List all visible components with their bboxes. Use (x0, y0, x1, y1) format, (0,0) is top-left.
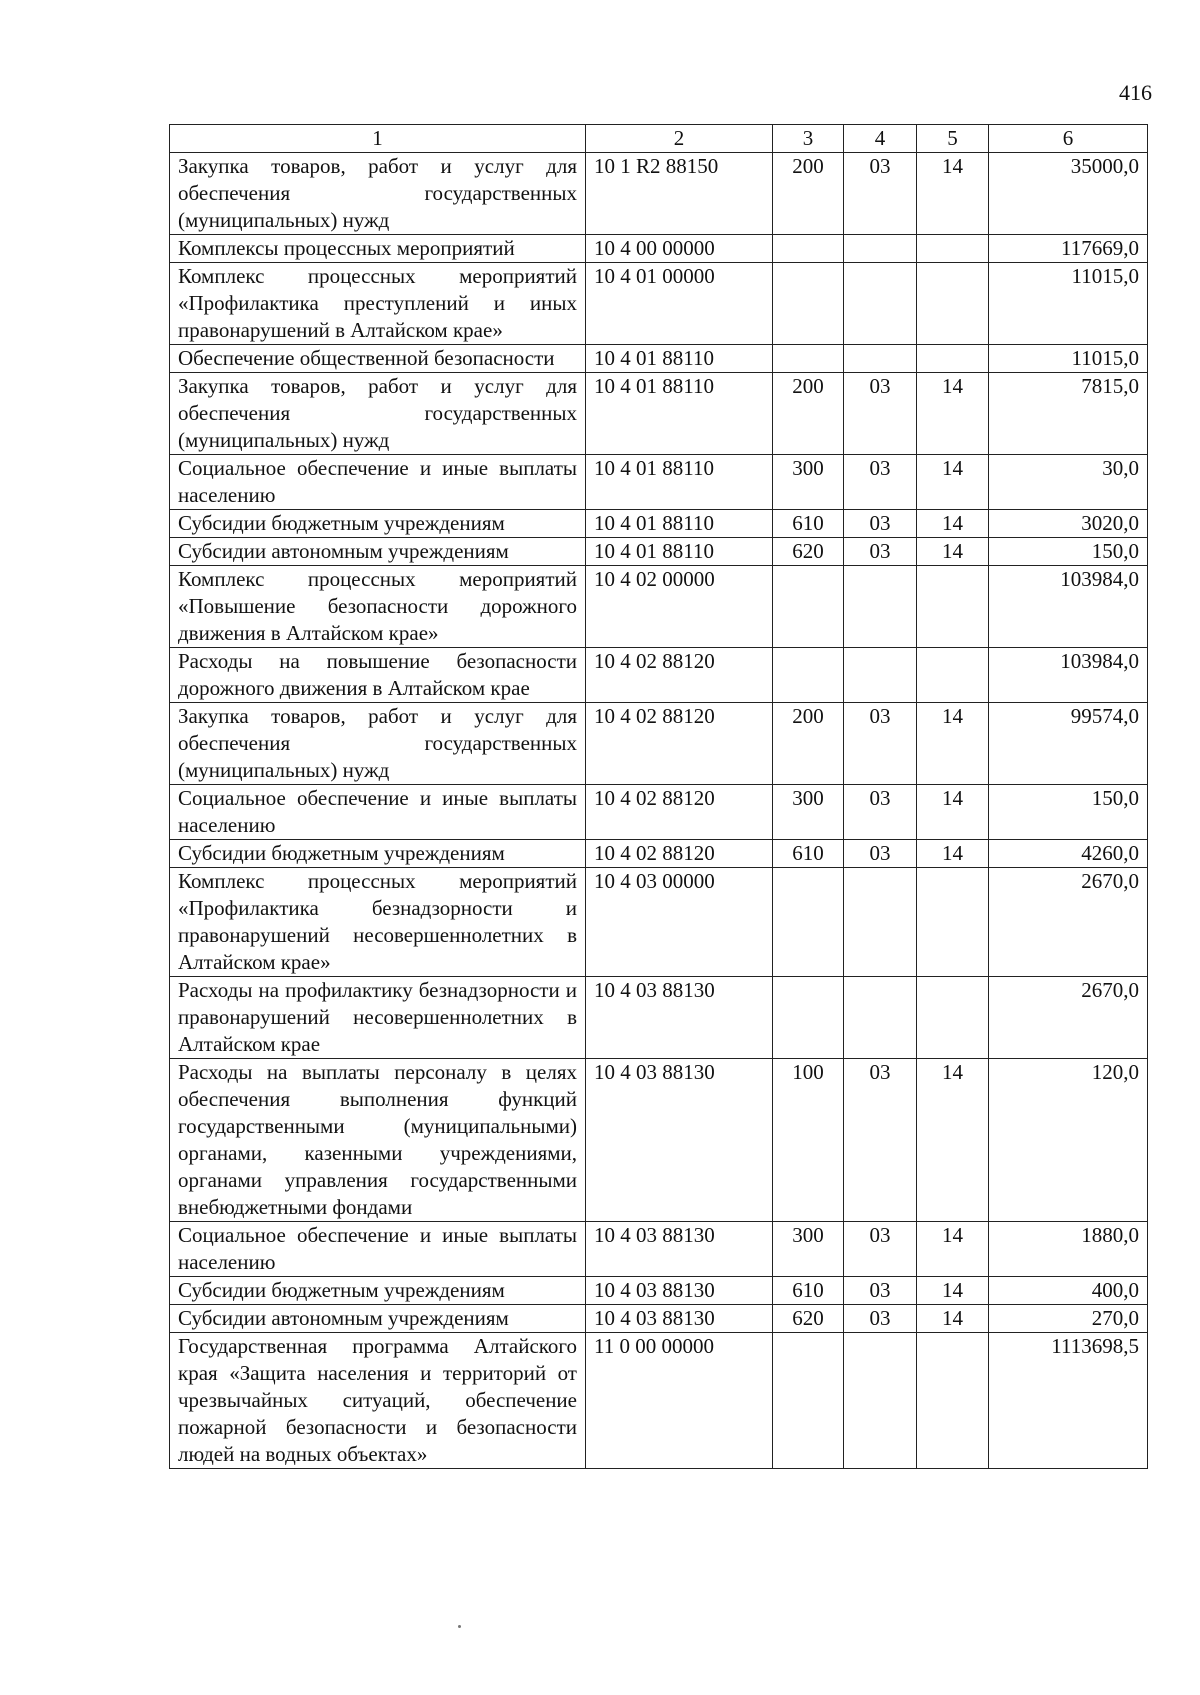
expense-type-cell: 100 (773, 1059, 844, 1222)
row-name-cell: Государственная программа Алтайского края «Защита населения и территорий от чрезвычайных ситуаций, обеспечение пожарной безопасности и безопасности людей на водных объектах» (170, 1333, 586, 1469)
target-code-cell: 10 4 00 00000 (586, 235, 773, 263)
section-cell: 03 (844, 455, 917, 510)
expense-type-cell (773, 648, 844, 703)
subsection-cell: 14 (917, 373, 989, 455)
section-cell (844, 648, 917, 703)
row-name-cell: Субсидии автономным учреждениям (170, 1305, 586, 1333)
row-name-cell: Субсидии бюджетным учреждениям (170, 1277, 586, 1305)
amount-cell: 11015,0 (989, 345, 1148, 373)
row-name-cell: Закупка товаров, работ и услуг для обеспечения государственных (муниципальных) нужд (170, 703, 586, 785)
subsection-cell: 14 (917, 510, 989, 538)
expense-type-cell: 610 (773, 840, 844, 868)
target-code-cell: 10 4 01 88110 (586, 510, 773, 538)
table-row (170, 1222, 1148, 1277)
target-code-cell: 10 1 R2 88150 (586, 153, 773, 235)
amount-cell: 4260,0 (989, 840, 1148, 868)
row-name-cell: Комплекс процессных мероприятий «Повышение безопасности дорожного движения в Алтайском крае» (170, 566, 586, 648)
subsection-cell (917, 235, 989, 263)
expense-type-cell: 200 (773, 153, 844, 235)
subsection-cell (917, 868, 989, 977)
amount-cell: 103984,0 (989, 566, 1148, 648)
target-code-cell: 10 4 02 88120 (586, 785, 773, 840)
row-name-cell: Субсидии бюджетным учреждениям (170, 840, 586, 868)
target-code-cell: 10 4 03 88130 (586, 977, 773, 1059)
table-row (170, 1305, 1148, 1333)
subsection-cell: 14 (917, 785, 989, 840)
subsection-cell (917, 977, 989, 1059)
amount-cell: 30,0 (989, 455, 1148, 510)
section-cell: 03 (844, 1222, 917, 1277)
expense-type-cell (773, 345, 844, 373)
header-cell: 5 (917, 125, 989, 153)
row-name-cell: Комплекс процессных мероприятий «Профилактика безнадзорности и правонарушений несовершеннолетних в Алтайском крае» (170, 868, 586, 977)
section-cell (844, 235, 917, 263)
scan-speck (458, 1625, 461, 1628)
table-row (170, 1277, 1148, 1305)
amount-cell: 35000,0 (989, 153, 1148, 235)
expense-type-cell: 200 (773, 703, 844, 785)
header-cell: 1 (170, 125, 586, 153)
expense-type-cell (773, 868, 844, 977)
section-cell (844, 345, 917, 373)
row-name-cell: Обеспечение общественной безопасности (170, 345, 586, 373)
table-row (170, 345, 1148, 373)
header-cell: 3 (773, 125, 844, 153)
expense-type-cell: 200 (773, 373, 844, 455)
amount-cell: 103984,0 (989, 648, 1148, 703)
subsection-cell: 14 (917, 1059, 989, 1222)
subsection-cell (917, 345, 989, 373)
row-name-cell: Расходы на профилактику безнадзорности и правонарушений несовершеннолетних в Алтайском крае (170, 977, 586, 1059)
section-cell: 03 (844, 1305, 917, 1333)
subsection-cell: 14 (917, 455, 989, 510)
row-name-cell: Социальное обеспечение и иные выплаты населению (170, 785, 586, 840)
amount-cell: 1880,0 (989, 1222, 1148, 1277)
header-cell: 2 (586, 125, 773, 153)
section-cell: 03 (844, 510, 917, 538)
subsection-cell: 14 (917, 1305, 989, 1333)
row-name-cell: Комплексы процессных мероприятий (170, 235, 586, 263)
expense-type-cell: 620 (773, 538, 844, 566)
target-code-cell: 10 4 03 88130 (586, 1059, 773, 1222)
table-row (170, 538, 1148, 566)
section-cell: 03 (844, 538, 917, 566)
expense-type-cell (773, 1333, 844, 1469)
section-cell (844, 977, 917, 1059)
subsection-cell: 14 (917, 153, 989, 235)
section-cell: 03 (844, 703, 917, 785)
section-cell: 03 (844, 373, 917, 455)
amount-cell: 1113698,5 (989, 1333, 1148, 1469)
amount-cell: 150,0 (989, 538, 1148, 566)
section-cell: 03 (844, 840, 917, 868)
amount-cell: 120,0 (989, 1059, 1148, 1222)
row-name-cell: Субсидии автономным учреждениям (170, 538, 586, 566)
target-code-cell: 11 0 00 00000 (586, 1333, 773, 1469)
expense-type-cell: 620 (773, 1305, 844, 1333)
target-code-cell: 10 4 01 88110 (586, 345, 773, 373)
expense-type-cell: 300 (773, 785, 844, 840)
table-row (170, 153, 1148, 235)
table-row (170, 1059, 1148, 1222)
row-name-cell: Закупка товаров, работ и услуг для обеспечения государственных (муниципальных) нужд (170, 373, 586, 455)
expense-type-cell (773, 977, 844, 1059)
amount-cell: 400,0 (989, 1277, 1148, 1305)
row-name-cell: Субсидии бюджетным учреждениям (170, 510, 586, 538)
amount-cell: 150,0 (989, 785, 1148, 840)
expense-type-cell (773, 566, 844, 648)
target-code-cell: 10 4 01 88110 (586, 538, 773, 566)
header-cell: 4 (844, 125, 917, 153)
target-code-cell: 10 4 03 88130 (586, 1277, 773, 1305)
page-number: 416 (1119, 80, 1152, 105)
amount-cell: 7815,0 (989, 373, 1148, 455)
expense-type-cell: 300 (773, 455, 844, 510)
target-code-cell: 10 4 03 88130 (586, 1305, 773, 1333)
expense-type-cell: 610 (773, 1277, 844, 1305)
target-code-cell: 10 4 02 88120 (586, 703, 773, 785)
table-row (170, 455, 1148, 510)
row-name-cell: Расходы на выплаты персоналу в целях обеспечения выполнения функций государственными (муниципальными) органами, казенными учреждениями, органами управления государственными внебюджетными фондами (170, 1059, 586, 1222)
table-row (170, 868, 1148, 977)
amount-cell: 99574,0 (989, 703, 1148, 785)
amount-cell: 11015,0 (989, 263, 1148, 345)
table-header (170, 125, 1148, 153)
table-row (170, 263, 1148, 345)
table-row (170, 840, 1148, 868)
table-row (170, 373, 1148, 455)
subsection-cell: 14 (917, 703, 989, 785)
expense-type-cell: 300 (773, 1222, 844, 1277)
section-cell (844, 1333, 917, 1469)
table-row (170, 566, 1148, 648)
table-row (170, 977, 1148, 1059)
row-name-cell: Комплекс процессных мероприятий «Профилактика преступлений и иных правонарушений в Алтайском крае» (170, 263, 586, 345)
subsection-cell: 14 (917, 1222, 989, 1277)
table-row (170, 785, 1148, 840)
subsection-cell (917, 263, 989, 345)
section-cell: 03 (844, 785, 917, 840)
table-row (170, 235, 1148, 263)
target-code-cell: 10 4 01 88110 (586, 373, 773, 455)
header-cell: 6 (989, 125, 1148, 153)
amount-cell: 2670,0 (989, 868, 1148, 977)
amount-cell: 2670,0 (989, 977, 1148, 1059)
section-cell: 03 (844, 153, 917, 235)
section-cell (844, 566, 917, 648)
expense-type-cell (773, 263, 844, 345)
subsection-cell (917, 1333, 989, 1469)
amount-cell: 3020,0 (989, 510, 1148, 538)
target-code-cell: 10 4 03 00000 (586, 868, 773, 977)
target-code-cell: 10 4 01 88110 (586, 455, 773, 510)
row-name-cell: Социальное обеспечение и иные выплаты населению (170, 455, 586, 510)
table-row (170, 703, 1148, 785)
row-name-cell: Расходы на повышение безопасности дорожного движения в Алтайском крае (170, 648, 586, 703)
row-name-cell: Закупка товаров, работ и услуг для обеспечения государственных (муниципальных) нужд (170, 153, 586, 235)
table-row (170, 510, 1148, 538)
header-row (170, 125, 1148, 153)
section-cell (844, 868, 917, 977)
section-cell: 03 (844, 1059, 917, 1222)
amount-cell: 117669,0 (989, 235, 1148, 263)
table-row (170, 1333, 1148, 1469)
table-body (170, 153, 1148, 1469)
subsection-cell: 14 (917, 538, 989, 566)
target-code-cell: 10 4 02 00000 (586, 566, 773, 648)
amount-cell: 270,0 (989, 1305, 1148, 1333)
table-row (170, 648, 1148, 703)
subsection-cell: 14 (917, 1277, 989, 1305)
target-code-cell: 10 4 02 88120 (586, 840, 773, 868)
subsection-cell: 14 (917, 840, 989, 868)
row-name-cell: Социальное обеспечение и иные выплаты населению (170, 1222, 586, 1277)
section-cell (844, 263, 917, 345)
expense-type-cell (773, 235, 844, 263)
section-cell: 03 (844, 1277, 917, 1305)
expense-type-cell: 610 (773, 510, 844, 538)
target-code-cell: 10 4 02 88120 (586, 648, 773, 703)
budget-table (169, 124, 1148, 1469)
target-code-cell: 10 4 01 00000 (586, 263, 773, 345)
subsection-cell (917, 566, 989, 648)
target-code-cell: 10 4 03 88130 (586, 1222, 773, 1277)
subsection-cell (917, 648, 989, 703)
